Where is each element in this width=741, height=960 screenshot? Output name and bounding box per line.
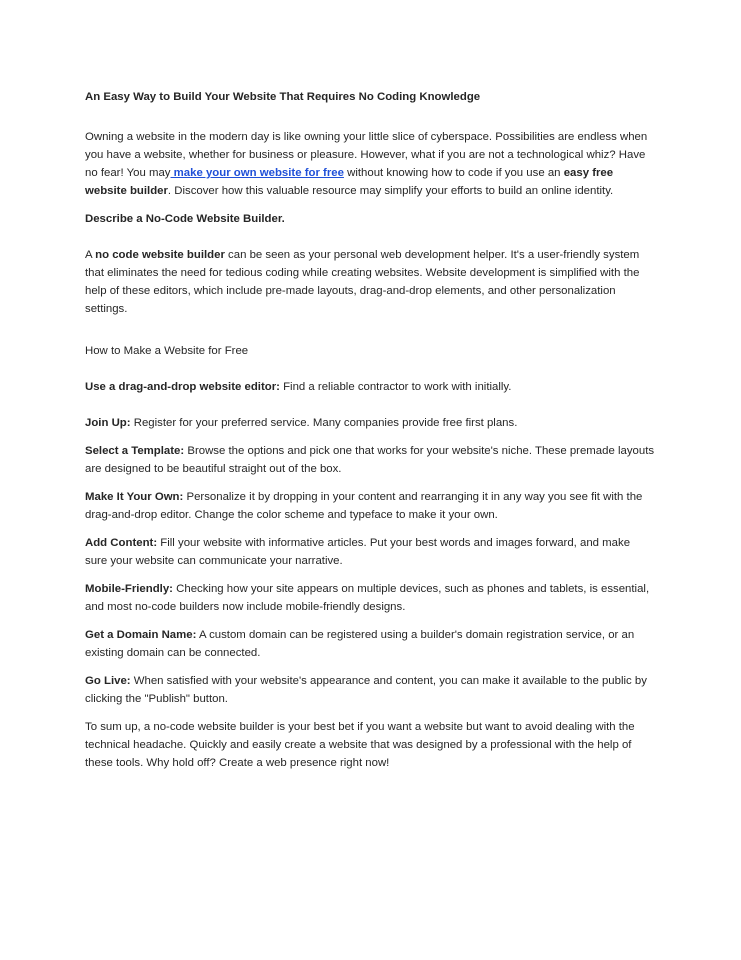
step-text: Register for your preferred service. Many companies provide free first plans. xyxy=(130,417,518,429)
step-text: Browse the options and pick one that works for your website's niche. These premade layouts are designed to be beautiful straight out of the box. xyxy=(85,445,655,475)
drag-drop-label: Use a drag-and-drop website editor: xyxy=(85,381,280,393)
step-select-template xyxy=(85,442,655,478)
intro-text-3: . Discover how this valuable resource may simplify your efforts to build an online identity. xyxy=(167,185,614,197)
intro-bold-phrase: easy free website builder xyxy=(85,167,614,197)
step-join-up xyxy=(85,414,655,432)
intro-text-1: Owning a website in the modern day is like owning your little slice of cyberspace. Possibilities are endless when you have a website, whether for business or pleasure. However, what if you are not a technological whiz? Have no fear! You may xyxy=(85,131,648,179)
describe-paragraph xyxy=(85,246,655,318)
step-label: Add Content: xyxy=(85,537,158,549)
step-go-live xyxy=(85,672,655,708)
step-label: Join Up: xyxy=(85,417,131,429)
step-text: When satisfied with your website's appearance and content, you can make it available to the public by clicking the "Publish" button. xyxy=(85,675,647,705)
how-heading: How to Make a Website for Free xyxy=(85,345,249,357)
step-text: Checking how your site appears on multiple devices, such as phones and tablets, is essential, and most no-code builders now include mobile-friendly designs. xyxy=(85,583,650,613)
make-website-free-link[interactable]: make your own website for free xyxy=(170,167,344,179)
step-label: Go Live: xyxy=(85,675,131,687)
describe-text-1: A xyxy=(85,249,96,261)
step-get-domain-name xyxy=(85,626,655,662)
step-label: Mobile-Friendly: xyxy=(85,583,173,595)
step-make-it-your-own xyxy=(85,488,655,524)
document-title: An Easy Way to Build Your Website That Requires No Coding Knowledge xyxy=(85,91,481,103)
intro-paragraph xyxy=(85,128,655,200)
drag-drop-paragraph xyxy=(85,378,655,396)
step-text: A custom domain can be registered using a builder's domain registration service, or an existing domain can be connected. xyxy=(85,629,635,659)
step-text: Personalize it by dropping in your content and rearranging it in any way you see fit with the drag-and-drop editor. Change the color scheme and typeface to make it your own. xyxy=(85,491,643,521)
step-mobile-friendly xyxy=(85,580,655,616)
step-label: Get a Domain Name: xyxy=(85,629,197,641)
summary-paragraph: To sum up, a no-code website builder is your best bet if you want a website but want to avoid dealing with the technical headache. Quickly and easily create a website that was designed by a professional with the help of these tools. Why hold off? Create a web presence right now! xyxy=(85,721,635,769)
step-label: Make It Your Own: xyxy=(85,491,184,503)
step-add-content xyxy=(85,534,655,570)
document-page xyxy=(85,88,655,772)
describe-text-2: can be seen as your personal web development helper. It's a user-friendly system that eliminates the need for tedious coding while creating websites. Website development is simplified with the help of these editors, which include pre-made layouts, drag-and-drop elements, and other personalization settings. xyxy=(85,249,640,315)
drag-drop-text: Find a reliable contractor to work with initially. xyxy=(279,381,512,393)
describe-heading: Describe a No-Code Website Builder. xyxy=(85,213,285,225)
step-label: Select a Template: xyxy=(85,445,185,457)
intro-text-2: without knowing how to code if you use an xyxy=(343,167,564,179)
describe-bold-phrase: no code website builder xyxy=(95,249,225,261)
step-text: Fill your website with informative articles. Put your best words and images forward, and make sure your website can communicate your narrative. xyxy=(85,537,631,567)
